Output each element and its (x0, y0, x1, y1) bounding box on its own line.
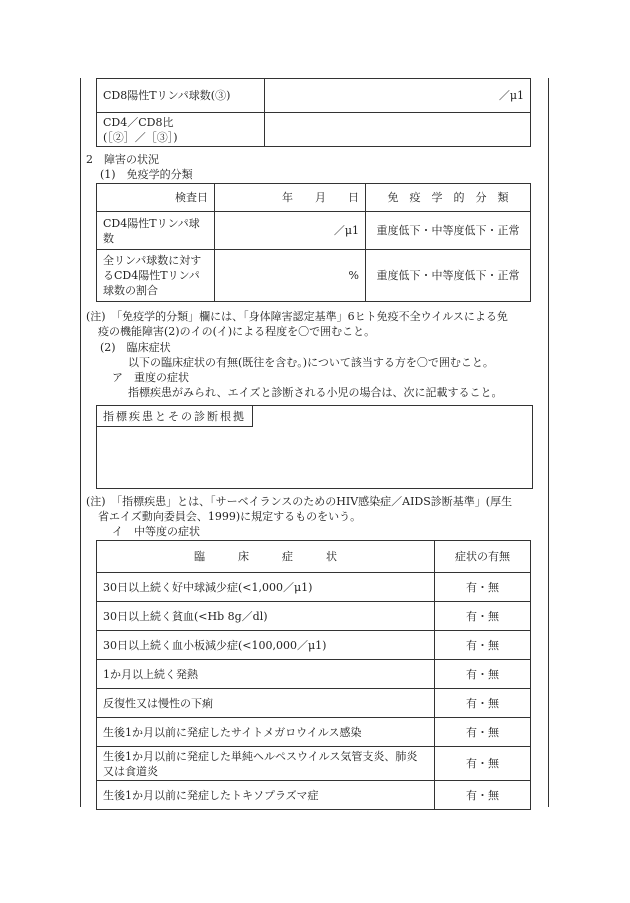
table-row (97, 631, 531, 660)
left-margin-line (80, 78, 81, 807)
right-margin-line (548, 78, 549, 807)
table-row (97, 573, 531, 602)
table-row (97, 718, 531, 747)
header-presence: 症状の有無 (435, 541, 531, 573)
header-immuno-class: 免 疫 学 的 分 類 (366, 184, 531, 212)
diagnosis-box[interactable] (96, 405, 533, 489)
symptom-text: 生後1か月以前に発症したサイトメガロウイルス感染 (97, 718, 435, 747)
symptoms-table (96, 540, 531, 810)
cd4-count-value[interactable]: ／μ1 (215, 212, 366, 250)
note2-line2: 省エイズ動向委員会、1999)に規定するものをいう。 (98, 510, 362, 523)
table-row (97, 781, 531, 810)
header-exam-date: 検査日 (97, 184, 215, 212)
cd4-count-label: CD4陽性Tリンパ球数 (97, 212, 215, 250)
table-row (97, 689, 531, 718)
presence-choice[interactable]: 有・無 (435, 689, 531, 718)
presence-choice[interactable]: 有・無 (435, 573, 531, 602)
header-symptom: 臨 床 症 状 (97, 541, 435, 573)
cd4-ratio-class[interactable]: 重度低下・中等度低下・正常 (366, 250, 531, 302)
cd8-label: CD8陽性Tリンパ球数(③) (97, 79, 265, 113)
severe-heading: ア 重度の症状 (112, 371, 189, 384)
table-row (97, 747, 531, 781)
cd8-value-cell[interactable]: ／μ1 (265, 79, 531, 113)
note1-line2: 疫の機能障害(2)のイの(イ)による程度を〇で囲むこと。 (98, 325, 376, 338)
cd4-ratio-label: 全リンパ球数に対するCD4陽性Tリンパ球数の割合 (97, 250, 215, 302)
clinical-heading: (2) 臨床症状 (100, 341, 171, 354)
cd4-count-class[interactable]: 重度低下・中等度低下・正常 (366, 212, 531, 250)
header-ymd[interactable]: 年 月 日 (215, 184, 366, 212)
symptom-text: 生後1か月以前に発症したトキソプラズマ症 (97, 781, 435, 810)
cd4-cd8-ratio-value-cell[interactable] (265, 113, 531, 147)
cd4-ratio-value[interactable]: % (215, 250, 366, 302)
immuno-subheading: (1) 免疫学的分類 (100, 168, 193, 181)
note2-line1: (注) 「指標疾患」とは、「サーベイランスのためのHIV感染症／AIDS診断基準」(厚生 (86, 495, 513, 508)
presence-choice[interactable]: 有・無 (435, 781, 531, 810)
cd4-cd8-ratio-label (97, 113, 265, 147)
note1-line1: (注) 「免疫学的分類」欄には、「身体障害認定基準」6ヒト免疫不全ウイルスによる免 (86, 310, 508, 323)
symptom-text: 反復性又は慢性の下痢 (97, 689, 435, 718)
symptom-text: 30日以上続く血小板減少症(<100,000／μ1) (97, 631, 435, 660)
presence-choice[interactable]: 有・無 (435, 631, 531, 660)
presence-choice[interactable]: 有・無 (435, 602, 531, 631)
ratio-label-line2: (［②］／［③］) (103, 130, 178, 144)
cd8-table (96, 78, 531, 147)
table-row (97, 660, 531, 689)
clinical-instruction: 以下の臨床症状の有無(既往を含む。)について該当する方を〇で囲むこと。 (128, 356, 494, 369)
table-row (97, 602, 531, 631)
symptom-text: 30日以上続く貧血(<Hb 8g／dl) (97, 602, 435, 631)
section2-heading: 2 障害の状況 (86, 153, 159, 166)
diagnosis-label: 指標疾患とその診断根拠 (97, 406, 253, 427)
ratio-label-line1: CD4／CD8比 (103, 115, 174, 129)
severe-instruction: 指標疾患がみられ、エイズと診断される小児の場合は、次に記載すること。 (128, 386, 503, 399)
immuno-table (96, 183, 531, 302)
presence-choice[interactable]: 有・無 (435, 747, 531, 781)
presence-choice[interactable]: 有・無 (435, 660, 531, 689)
symptom-text: 1か月以上続く発熱 (97, 660, 435, 689)
moderate-heading: イ 中等度の症状 (112, 525, 200, 538)
symptom-text: 30日以上続く好中球減少症(<1,000／μ1) (97, 573, 435, 602)
symptom-text: 生後1か月以前に発症した単純ヘルペスウイルス気管支炎、肺炎又は食道炎 (97, 747, 435, 781)
presence-choice[interactable]: 有・無 (435, 718, 531, 747)
